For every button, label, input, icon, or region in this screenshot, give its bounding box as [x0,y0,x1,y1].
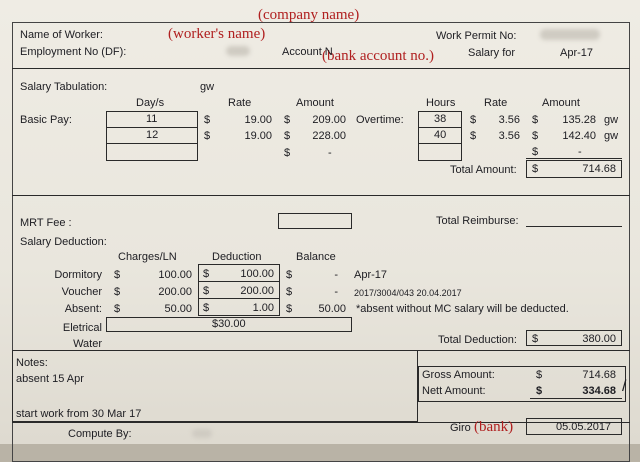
col-charges: Charges/LN [118,251,177,263]
ot-hours: 38 [434,113,447,125]
deduction-grid-row-line [198,281,280,282]
nett-amount-label: Nett Amount: [422,385,486,397]
redacted-compute-by [192,429,212,438]
tabulation-unit: gw [200,81,215,93]
deduction-note: Apr-17 [354,269,388,281]
balance-value: - [334,269,338,281]
charge-value: 50.00 [164,303,192,315]
deduction-row-label: Absent: [64,303,102,315]
currency-sign: $ [114,269,121,281]
days-grid-row-line [106,143,198,144]
basic-rate: 19.00 [244,130,272,142]
pen-tick-mark: / [622,378,627,395]
currency-sign: $ [532,114,539,126]
currency-sign: $ [203,268,210,280]
overtime-label: Overtime: [356,114,404,126]
worker-name-annotation: (worker's name) [168,26,266,42]
basic-amount: 228.00 [312,130,346,142]
mrt-fee-box [278,213,352,229]
total-rule [526,158,622,159]
basic-days: 11 [146,113,158,125]
col-amount: Amount [296,97,334,109]
col-rate2: Rate [484,97,508,109]
currency-sign: $ [204,130,211,142]
currency-sign: $ [286,303,293,315]
water-label: Water [73,338,102,350]
divider [12,195,630,196]
total-amount-label: Total Amount: [450,164,517,176]
compute-by-label: Compute By: [68,428,132,440]
total-deduction-value: 380.00 [582,333,616,345]
ot-rate: 3.56 [498,130,520,142]
notes-line: start work from 30 Mar 17 [16,408,142,420]
nett-amount-value: 334.68 [582,385,616,397]
col-deduction: Deduction [212,251,262,263]
deduction-row-label: Voucher [61,286,102,298]
basic-pay-label: Basic Pay: [20,114,72,126]
currency-sign: $ [532,146,539,158]
notes-line: absent 15 Apr [16,373,84,385]
divider [12,68,630,69]
charge-value: 100.00 [158,269,192,281]
deduction-value: 200.00 [240,285,274,297]
currency-sign: $ [536,385,543,397]
currency-sign: $ [284,114,291,126]
ot-hours: 40 [434,129,447,141]
days-grid-row-line [106,127,198,128]
ot-amount: 135.28 [562,114,596,126]
deduction-note: 2017/3004/043 20.04.2017 [354,288,462,298]
currency-sign: $ [204,114,211,126]
redacted-work-permit [540,29,600,40]
account-no-label: Account N [282,46,333,58]
deduction-grid-row-line [198,298,280,299]
currency-sign: $ [203,285,210,297]
currency-sign: $ [284,147,291,159]
basic-amount: - [328,147,332,159]
col-rate: Rate [228,97,252,109]
currency-sign: $ [286,269,293,281]
bank-account-annotation: (bank account no.) [322,48,435,64]
currency-sign: $ [532,333,539,345]
salary-for-label: Salary for [468,47,516,59]
giro-label: Giro [450,422,471,434]
col-hours: Hours [426,97,456,109]
col-days: Day/s [136,97,165,109]
basic-amount: 209.00 [312,114,346,126]
currency-sign: $ [284,130,291,142]
deduction-note: *absent without MC salary will be deducted. [356,303,569,315]
deduction-row-label: Dormitory [54,269,102,281]
hours-grid-row-line [418,143,462,144]
currency-sign: $ [470,114,477,126]
worker-name-label: Name of Worker: [20,29,103,41]
gross-amount-label: Gross Amount: [422,369,495,381]
tabulation-title: Salary Tabulation: [20,81,108,93]
ot-rate: 3.56 [498,114,520,126]
salary-month: Apr-17 [560,47,594,59]
electrical-value: $30.00 [212,318,246,330]
currency-sign: $ [536,369,543,381]
currency-sign: $ [286,286,293,298]
col-balance: Balance [296,251,336,263]
basic-rate: 19.00 [244,114,272,126]
currency-sign: $ [203,302,210,314]
deduction-value: 100.00 [240,268,274,280]
total-deduction-label: Total Deduction: [438,334,517,346]
currency-sign: $ [532,163,539,175]
nett-underline [530,398,622,399]
redacted-employment-no [226,46,250,56]
ot-amount: 142.40 [562,130,596,142]
currency-sign: $ [114,303,121,315]
balance-value: - [334,286,338,298]
currency-sign: $ [114,286,121,298]
ot-unit: gw [604,130,619,142]
giro-date: 05.05.2017 [556,421,612,433]
charge-value: 200.00 [158,286,192,298]
gross-amount-value: 714.68 [582,369,616,381]
work-permit-label: Work Permit No: [436,30,517,42]
hours-grid-row-line [418,127,462,128]
electrical-label: Eletrical [62,322,102,334]
total-reimburse-label: Total Reimburse: [436,215,519,227]
total-amount-value: 714.68 [582,163,616,175]
company-name-annotation: (company name) [258,7,360,23]
salary-deduction-title: Salary Deduction: [20,236,107,248]
notes-label: Notes: [16,357,48,369]
ot-amount: - [578,146,582,158]
mrt-fee-label: MRT Fee : [20,217,72,229]
employment-no-label: Employment No (DF): [20,46,127,58]
col-amount2: Amount [542,97,580,109]
deduction-value: 1.00 [252,302,274,314]
balance-value: 50.00 [318,303,346,315]
bank-annotation: (bank) [474,419,514,435]
reimburse-line [526,226,622,227]
currency-sign: $ [532,130,539,142]
currency-sign: $ [470,130,477,142]
ot-unit: gw [604,114,619,126]
basic-days: 12 [146,129,159,141]
